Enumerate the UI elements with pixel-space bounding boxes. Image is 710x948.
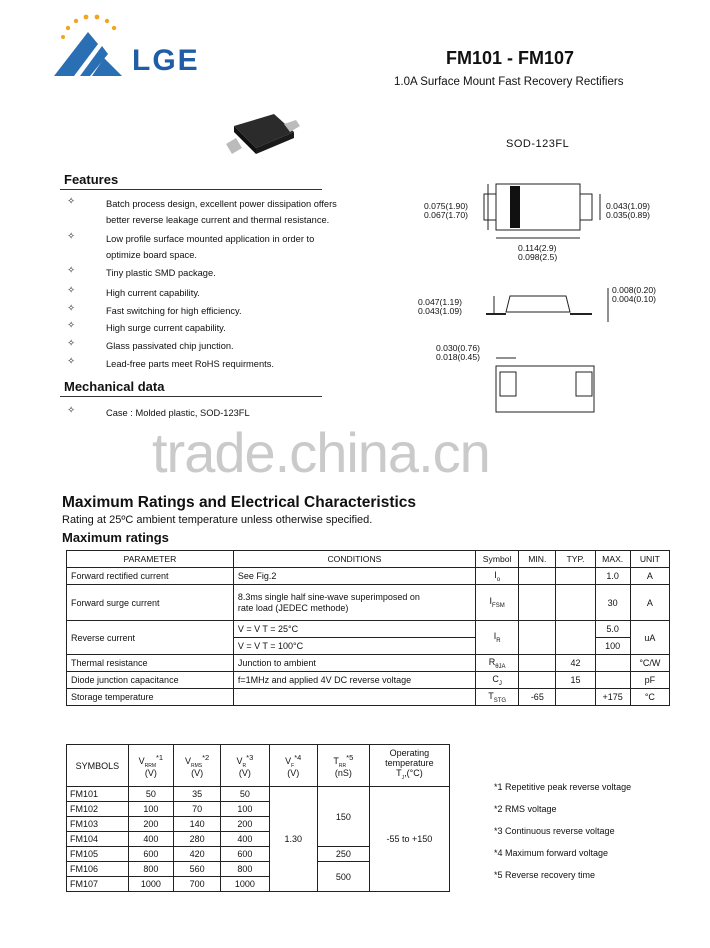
bullet-icon: ✧	[67, 196, 75, 206]
package-drawing	[410, 170, 700, 430]
symbols-table	[66, 744, 450, 892]
bullet-icon: ✧	[67, 231, 75, 241]
features-divider	[60, 189, 322, 190]
table-row: FM104 400 280 400	[67, 832, 450, 847]
table-row: Diode junction capacitance f=1MHz and applied 4V DC reverse voltage $C_J$ 15 pF	[67, 672, 670, 689]
table-header-row: SYMBOLS $V_{RRM}^{*1}$ (V) $V_{RMS}^{*2}$ (V) $V_R^{*3}$ (V) $V_F^{*4}$ (V) $T_{RR}^{*5}$ (nS) Operating temperature $T_J,(^\circ C)$	[67, 745, 450, 787]
bullet-icon: ✧	[67, 320, 75, 330]
dim-lead-thickness: 0.008(0.20) 0.004(0.10)	[612, 285, 656, 304]
bullet-icon: ✧	[67, 303, 75, 313]
table-row: FM105 600 420 600 250	[67, 847, 450, 862]
table-row: Forward rectified current See Fig.2 $I_o$ 1.0 A	[67, 568, 670, 585]
table-row: FM103 200 140 200	[67, 817, 450, 832]
mechanical-title: Mechanical data	[64, 379, 165, 394]
table-row: Thermal resistance Junction to ambient $R_{\theta JA}$ 42 °C/W	[67, 655, 670, 672]
note-1: *1 Repetitive peak reverse voltage	[494, 782, 632, 792]
dim-length: 0.114(2.9) 0.098(2.5)	[518, 243, 558, 262]
ratings-title: Maximum Ratings and Electrical Characteristics	[62, 494, 417, 511]
dim-pad: 0.030(0.76) 0.018(0.45)	[436, 343, 480, 362]
ratings-subtitle: Maximum ratings	[62, 530, 169, 545]
package-name: SOD-123FL	[506, 138, 570, 150]
page-title: FM101 - FM107	[446, 48, 575, 68]
table-row: Forward surge current 8.3ms single half sine-wave superimposed on rate load (JEDEC methode) $I_{FSM}$ 30 A	[67, 585, 670, 621]
bullet-icon: ✧	[67, 356, 75, 366]
dim-thickness: 0.047(1.19) 0.043(1.09)	[418, 297, 462, 316]
bullet-icon: ✧	[67, 265, 75, 275]
note-5: *5 Reverse recovery time	[494, 870, 596, 880]
table-row: FM107 1000 700 1000	[67, 877, 450, 892]
table-row: V = V T = 100°C 100	[67, 638, 670, 655]
dim-width: 0.075(1.90) 0.067(1.70)	[424, 201, 468, 220]
table-header-row: PARAMETER CONDITIONS Symbol MIN. TYP. MAX. UNIT	[67, 551, 670, 568]
ratings-table	[66, 550, 670, 706]
bullet-icon: ✧	[67, 338, 75, 348]
watermark: trade.china.cn	[152, 421, 490, 484]
bullet-icon: ✧	[67, 405, 75, 415]
package-photo	[222, 108, 302, 160]
note-4: *4 Maximum forward voltage	[494, 848, 609, 858]
table-row: FM106 800 560 800 500	[67, 862, 450, 877]
mechanical-divider	[60, 396, 322, 397]
bullet-icon: ✧	[67, 285, 75, 295]
table-row: Storage temperature $T_{STG}$ -65 +175 °C	[67, 689, 670, 706]
note-3: *3 Continuous reverse voltage	[494, 826, 615, 836]
table-row: FM101 50 35 50 1.30 150 -55 to +150	[67, 787, 450, 802]
logo	[46, 10, 236, 82]
note-2: *2 RMS voltage	[494, 804, 557, 814]
brand-name: LGE	[132, 44, 200, 77]
table-row: FM102 100 70 100	[67, 802, 450, 817]
features-title: Features	[64, 172, 119, 187]
page-subtitle: 1.0A Surface Mount Fast Recovery Rectifiers	[394, 76, 624, 88]
dim-height: 0.043(1.09) 0.035(0.89)	[606, 201, 650, 220]
table-row: Reverse current V = V T = 25°C $I_R$ 5.0 uA	[67, 621, 670, 638]
ratings-note: Rating at 25ºC ambient temperature unless otherwise specified.	[62, 514, 373, 526]
